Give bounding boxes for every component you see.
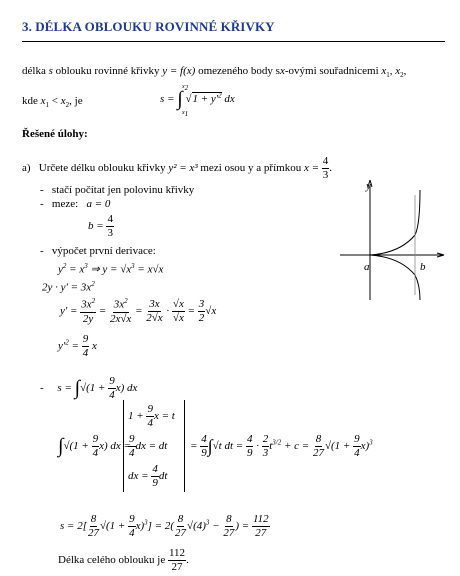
intro-x1: x <box>381 65 387 77</box>
integral-setup: - s = ∫√(1 + $\frac{9}{4}$ x) dx <box>40 375 138 401</box>
bound-b: b = $\frac{4}{3}$ <box>88 213 113 239</box>
intro-line-1: délka s oblouku rovinné křivky y = f(x) omezeného body sx-ovými souřadnicemi $x_1$, $x_2$, <box>22 65 407 80</box>
bound-a: a = 0 <box>86 198 111 210</box>
intro-lt: < <box>51 95 58 107</box>
intro-text: -ovými souřadnicemi <box>284 65 379 77</box>
intro-line-2: kde $x_1 < x_2$, je <box>22 95 83 110</box>
task-curve: y² = x³ <box>168 162 198 175</box>
task-line-eq: x = <box>303 162 320 175</box>
formula-dx: dx <box>224 93 235 106</box>
task-label: a) <box>22 162 31 175</box>
step-1: - stačí počítat jen polovinu křivky <box>40 184 195 196</box>
intro-function: y = f(x) <box>162 65 196 77</box>
derivative-line-3: y' = $\frac{3x^2}{2y}$ = $\frac{3x^2}{2x√x}$ = $\frac{3x}{2√x}$ · $\frac{√x}{√x}$ = $\frac{3}{2}$ √x <box>60 297 217 325</box>
derivative-line-2: $2y \cdot y' = 3x^2$ <box>42 280 95 294</box>
intro-x2: x <box>60 95 66 107</box>
curve-lower <box>370 255 420 300</box>
substitution-2: $\frac{9}{4}$ dx = dt <box>129 433 168 459</box>
section-heading: Řešené úlohy: <box>22 128 88 140</box>
integral-substitution: ∫√(1 + $\frac{9}{4}$ x) dx = <box>58 433 131 459</box>
intro-text: oblouku rovinné křivky <box>55 65 160 77</box>
graph-a-label: a <box>364 261 370 273</box>
step-1-text: stačí počítat jen polovinu křivky <box>51 184 195 196</box>
graph-b-label: b <box>420 261 426 273</box>
curve-graph <box>320 175 450 305</box>
formula-body: 1 + y' <box>192 93 219 106</box>
task-text: mezi osou y a přímkou <box>200 162 302 175</box>
task-text: Určete délku oblouku křivky <box>38 162 166 175</box>
task-line: a) Určete délku oblouku křivky y² = x³ mezi osou y a přímkou x = $\frac{4}{3}$ . <box>22 155 333 181</box>
intro-text: kde <box>22 95 38 107</box>
step-3: - výpočet první derivace: <box>40 245 156 257</box>
intro-text: omezeného body s <box>198 65 280 77</box>
intro-x2: x <box>395 65 401 77</box>
substitution-1: 1 + $\frac{9}{4}$ x = t <box>128 403 175 429</box>
final-text: Délka celého oblouku je <box>58 554 166 567</box>
step-2-text: meze: <box>51 198 79 210</box>
graph-y-label: y <box>366 180 371 192</box>
intro-text: , je <box>69 95 83 107</box>
derivative-squared: $y'^2$ = $\frac{9}{4}$ x <box>58 333 97 359</box>
intro-x: x <box>279 65 285 77</box>
step-3-text: výpočet první derivace: <box>51 245 156 257</box>
formula-s: s = <box>160 93 175 106</box>
final-result: Délka celého oblouku je $\frac{112}{27}$ . <box>58 547 189 573</box>
intro-s: s <box>48 65 53 77</box>
intro-x1: x <box>40 95 46 107</box>
page-title: 3. DÉLKA OBLOUKU ROVINNÉ KŘIVKY <box>22 19 275 34</box>
arc-length-formula: s = ∫ $x_2$ $x_1$ $√1 + y'^2$ dx <box>160 84 235 119</box>
step-2: - meze: a = 0 <box>40 198 111 210</box>
derivative-line-1: $y^2 = x^3$ ⇒ $y = √x^3 = x√x$ <box>58 262 164 276</box>
definite-integral: s = 2[ $\frac{8}{27}$ √(1 + $\frac{9}{4}$ x)$^3$] = 2( $\frac{8}{27}$ $√(4)^3$ − $\frac{8}{27}$ ) = $\frac{112}{27}$ <box>60 513 269 539</box>
bound-b-label: b = <box>88 220 104 233</box>
intro-text: délka <box>22 65 46 77</box>
integral-result: = $\frac{4}{9}$ ∫√t dt = $\frac{4}{9}$ · $\frac{2}{3}$ $t^{3/2} + c$ = $\frac{8}{27}$ √(1 + $\frac{9}{4}$ x)$^3$ <box>190 433 373 459</box>
task-fraction: $\frac{4}{3}$ <box>322 155 329 181</box>
title-rule <box>22 41 445 42</box>
curve-upper <box>370 190 420 255</box>
substitution-3: dx = $\frac{4}{9}$ dt <box>128 463 168 489</box>
